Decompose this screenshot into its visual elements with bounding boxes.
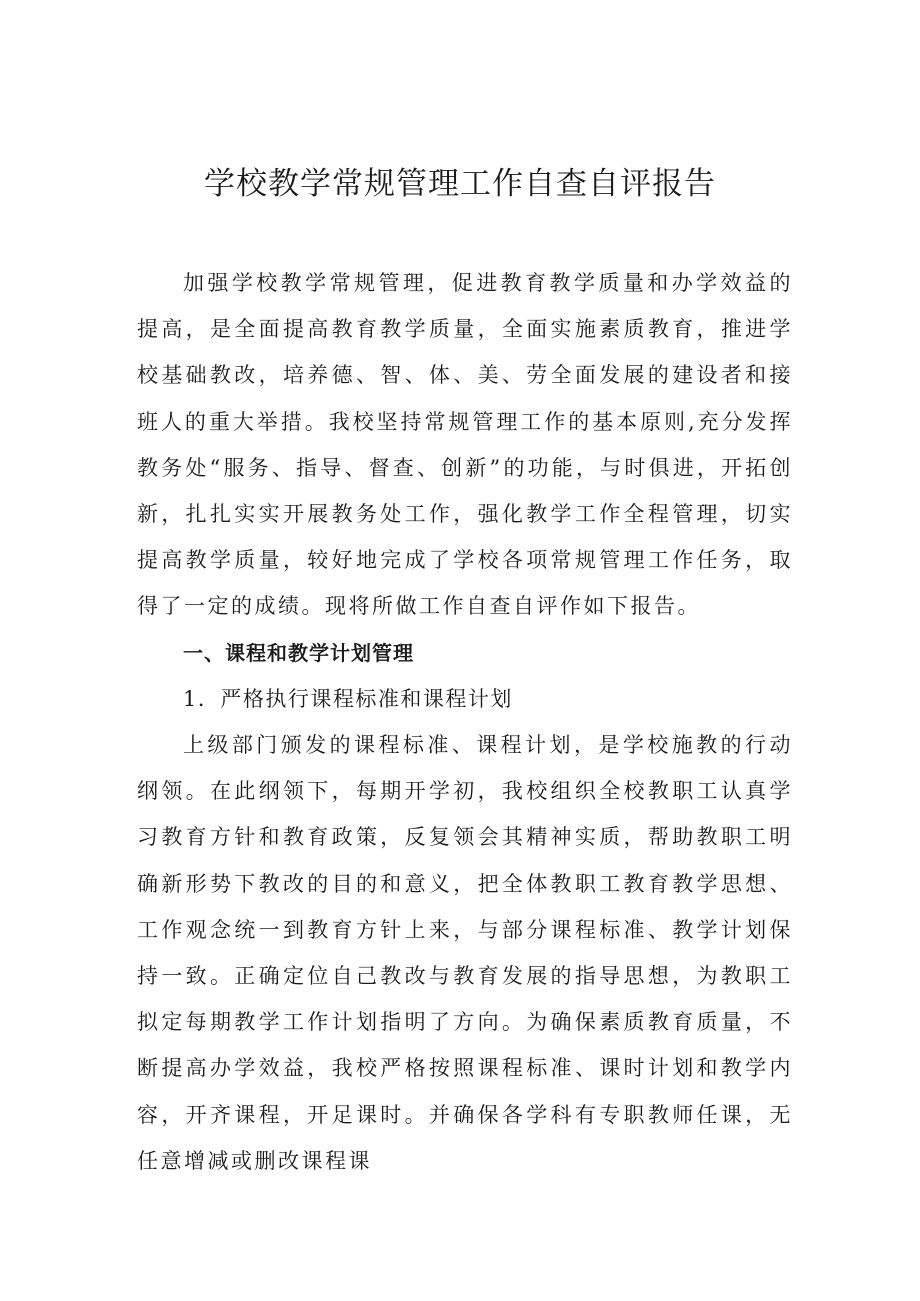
document-title: 学校教学常规管理工作自查自评报告 — [204, 166, 716, 202]
section-heading-1: 一、课程和教学计划管理 — [183, 640, 414, 665]
document-body — [137, 260, 793, 1184]
subsection-paragraph-1-1: 上级部门颁发的课程标准、课程计划，是学校施教的行动纲领。在此纲领下，每期开学初，我校组织全校教职工认真学习教育方针和教育政策，反复领会其精神实质，帮助教职工明确新形势下教改的目的和意义，把全体教职工教育教学思想、工作观念统一到教育方针上来，与部分课程标准、教学计划保持一致。正确定位自己教改与教育发展的指导思想，为教职工拟定每期教学工作计划指明了方向。为确保素质教育质量，不断提高办学效益，我校严格按照课程标准、课时计划和教学内容，开齐课程，开足课时。并确保各学科有专职教师任课，无任意增减或删改课程课 — [137, 733, 793, 1173]
subsection-heading-1-1: 1．严格执行课程标准和课程计划 — [183, 686, 513, 711]
intro-paragraph: 加强学校教学常规管理，促进教育教学质量和办学效益的提高，是全面提高教育教学质量，全面实施素质教育，推进学校基础教改，培养德、智、体、美、劳全面发展的建设者和接班人的重大举措。我校坚持常规管理工作的基本原则,充分发挥教务处“服务、指导、督查、创新”的功能，与时俱进，开拓创新，扎扎实实开展教务处工作，强化教学工作全程管理，切实提高教学质量，较好地完成了学校各项常规管理工作任务，取得了一定的成绩。现将所做工作自查自评作如下报告。 — [137, 271, 793, 619]
